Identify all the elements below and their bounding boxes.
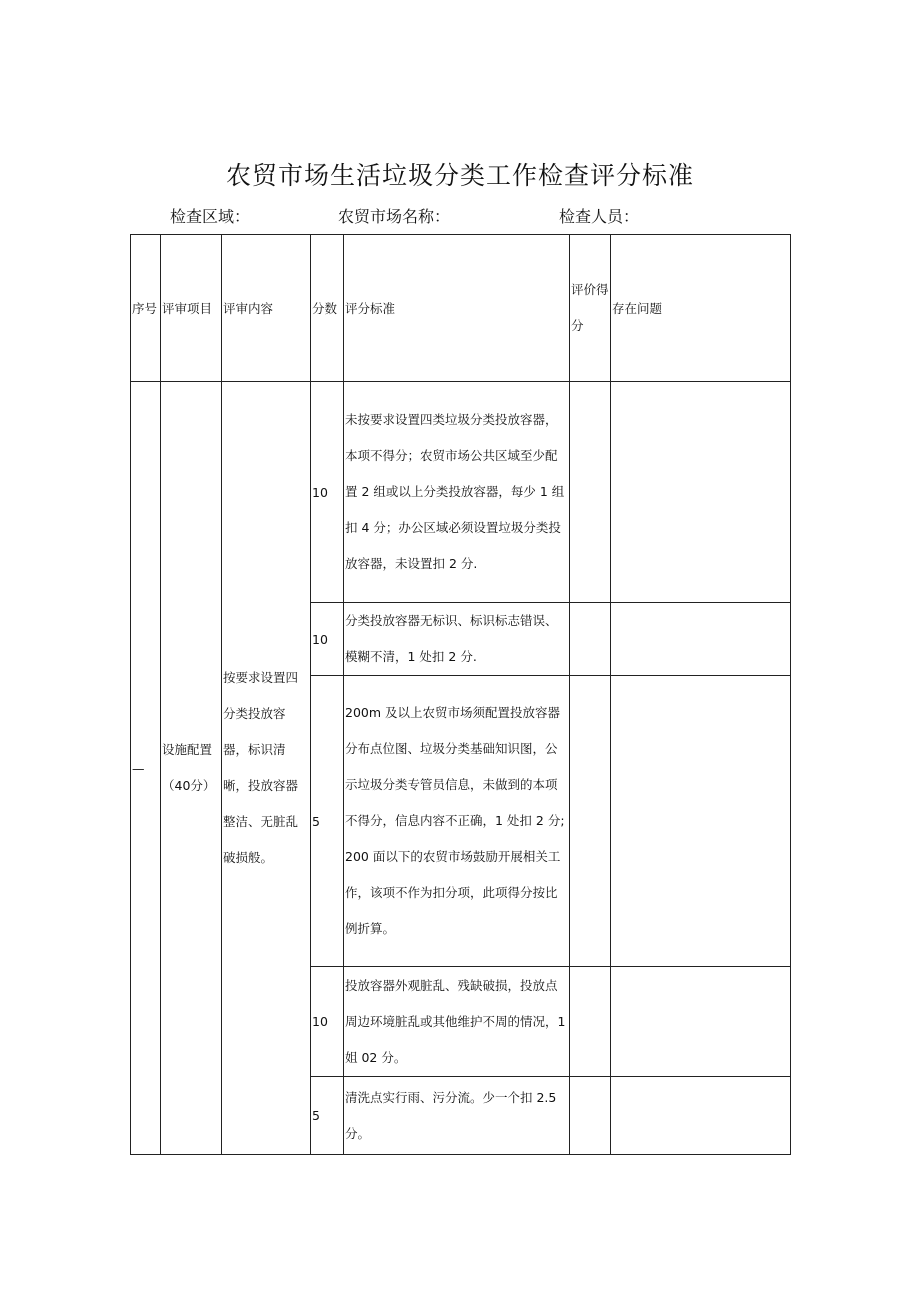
row-standard: 分类投放容器无标识、标识标志错误、模糊不清，1 处扣 2 分. <box>344 603 570 676</box>
row-got-score <box>570 1077 611 1155</box>
row-score: 5 <box>311 676 344 967</box>
market-name-label: 农贸市场名称： <box>338 207 451 226</box>
row-issues <box>611 967 791 1077</box>
row-issues <box>611 676 791 967</box>
scoring-table <box>130 234 791 1155</box>
row-got-score <box>570 603 611 676</box>
section-item: 设施配置 （40分） <box>161 382 222 1155</box>
row-got-score <box>570 382 611 603</box>
row-got-score <box>570 676 611 967</box>
header-seq: 序号 <box>131 235 161 382</box>
header-item: 评审项目 <box>161 235 222 382</box>
section-content: 按要求设置四分类投放容器，标识清晰，投放容器整洁、无脏乱破损般。 <box>222 382 311 1155</box>
header-got-score: 评价得分 <box>570 235 611 382</box>
inspection-area-label: 检查区域： <box>170 207 251 226</box>
row-got-score <box>570 967 611 1077</box>
row-score: 10 <box>311 967 344 1077</box>
row-score: 10 <box>311 382 344 603</box>
row-standard: 清洗点实行雨、污分流。少一个扣 2.5 分。 <box>344 1077 570 1155</box>
header-standard: 评分标准 <box>344 235 570 382</box>
row-score: 5 <box>311 1077 344 1155</box>
document-title: 农贸市场生活垃圾分类工作检查评分标准 <box>225 161 694 190</box>
table-row <box>131 382 791 603</box>
row-standard: 未按要求设置四类垃圾分类投放容器，本项不得分；农贸市场公共区域至少配置 2 组或以上分类投放容器，每少 1 组扣 4 分；办公区域必须设置垃圾分类投放容器，未设置扣 2 分. <box>344 382 570 603</box>
row-issues <box>611 603 791 676</box>
row-standard: 200m 及以上农贸市场须配置投放容器分布点位图、垃圾分类基础知识图，公示垃圾分类专管员信息，未做到的本项不得分，信息内容不正确，1 处扣 2 分;200 面以下的农贸市场鼓励开展相关工作，该项不作为扣分项，此项得分按比例折算。 <box>344 676 570 967</box>
row-standard: 投放容器外观脏乱、残缺破损，投放点周边环境脏乱或其他维护不周的情况，1 姐 02 分。 <box>344 967 570 1077</box>
header-content: 评审内容 <box>222 235 311 382</box>
header-issues: 存在问题 <box>611 235 791 382</box>
row-issues <box>611 382 791 603</box>
inspector-label: 检查人员： <box>559 207 640 226</box>
row-score: 10 <box>311 603 344 676</box>
section-seq: — <box>131 382 161 1155</box>
header-score: 分数 <box>311 235 344 382</box>
table-header-row <box>131 235 791 382</box>
row-issues <box>611 1077 791 1155</box>
